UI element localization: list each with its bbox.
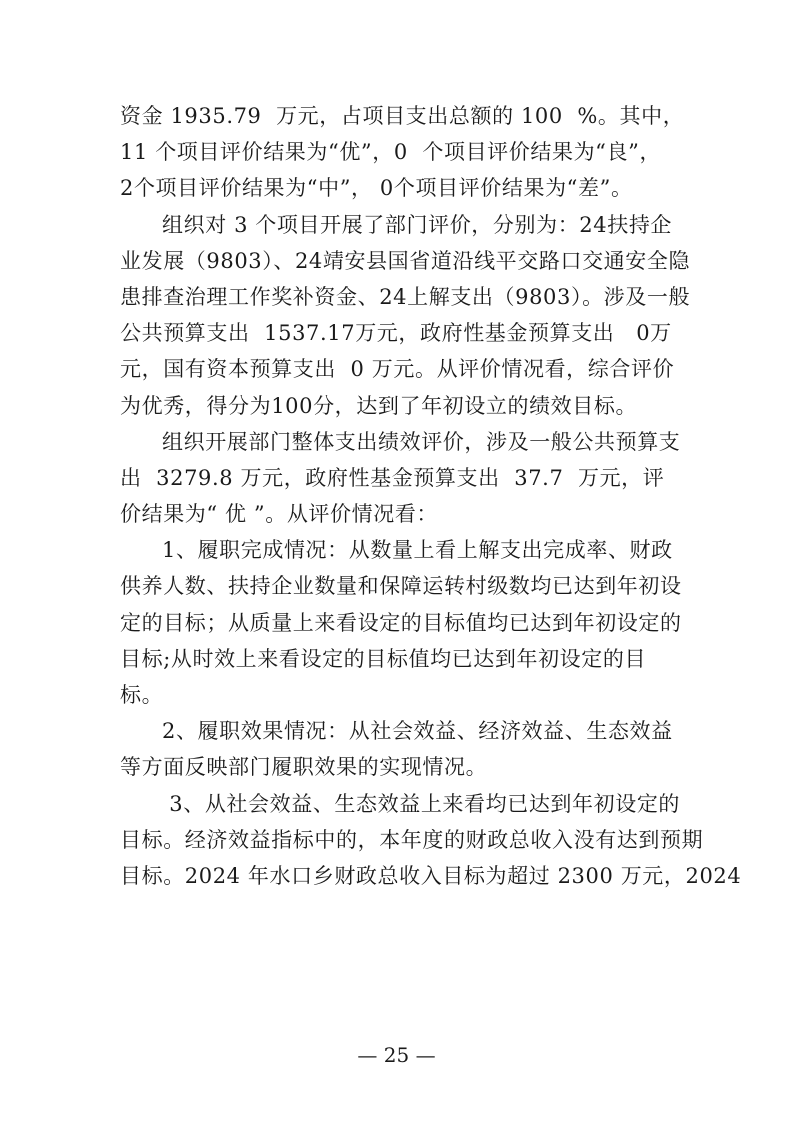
text-line: 出 3279.8 万元，政府性基金预算支出 37.7 万元，评	[120, 465, 665, 490]
text-line: 目标;从时效上来看设定的目标值均已达到年初设定的目	[120, 646, 647, 671]
page-number: — 25 —	[357, 1043, 436, 1067]
text-line: 11 个项目评价结果为“优”，0 个项目评价结果为“良”，	[120, 140, 662, 165]
paragraph-2	[120, 207, 691, 424]
text-line: 目标。2024 年水口乡财政总收入目标为超过 2300 万元，2024	[120, 863, 742, 888]
text-line: 组织开展部门整体支出绩效评价，涉及一般公共预算支	[162, 429, 681, 454]
text-line: 公共预算支出 1537.17万元，政府性基金预算支出 0万	[120, 321, 672, 346]
text-line: 标。	[120, 683, 164, 707]
paragraph-3	[120, 424, 681, 533]
text-line: 2、履职效果情况：从社会效益、经济效益、生态效益	[162, 719, 673, 744]
text-line: 2个项目评价结果为“中”， 0个项目评价结果为“差”。	[120, 176, 633, 201]
text-line: 资金 1935.79 万元，占项目支出总额的 100 %。其中，	[120, 104, 685, 128]
text-line: 定的目标；从质量上来看设定的目标值均已达到年初设定的	[120, 610, 682, 635]
paragraph-5	[120, 713, 675, 785]
text-line: 为优秀，得分为100分，达到了年初设立的绩效目标。	[120, 393, 638, 418]
paragraph-6	[120, 786, 742, 895]
text-line: 3、从社会效益、生态效益上来看均已达到年初设定的	[162, 791, 681, 816]
text-line: 等方面反映部门履职效果的实现情况。	[120, 755, 488, 780]
document-body	[120, 98, 742, 894]
paragraph-4	[120, 532, 682, 713]
text-line: 供养人数、扶持企业数量和保障运转村级数均已达到年初设	[120, 574, 682, 599]
text-line: 目标。经济效益指标中的，本年度的财政总收入没有达到预期	[120, 827, 704, 852]
text-line: 元，国有资本预算支出 0 万元。从评价情况看，综合评价	[120, 357, 675, 382]
text-line: 业发展（9803）、24靖安县国省道沿线平交路口交通安全隐	[120, 248, 691, 273]
text-line: 1、履职完成情况：从数量上看上解支出完成率、财政	[162, 538, 673, 563]
text-line: 组织对 3 个项目开展了部门评价，分别为：24扶持企	[162, 212, 673, 237]
text-line: 患排查治理工作奖补资金、24上解支出（9803）。涉及一般	[120, 284, 691, 309]
paragraph-1	[120, 98, 685, 207]
text-line: 价结果为“ 优 ”。从评价情况看：	[120, 502, 439, 527]
